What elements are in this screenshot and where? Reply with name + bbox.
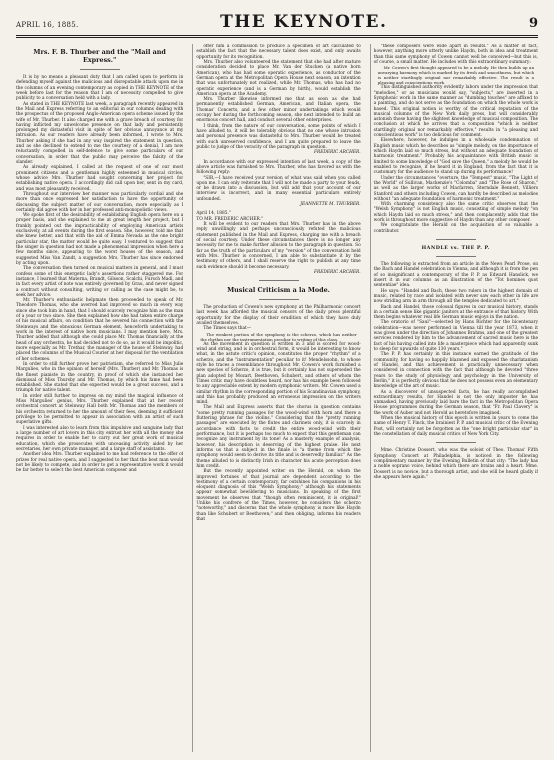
paragraph: This distinguished authority evidently labors under the impression that "melodies," or as musicians would say, "subjects," are inserted in a Symphonic work in the same manner as "dumbing touches" are affixed to a painting, and do not serve as the foundation on which the whole work is based. This original notion is worthy of the critical reputation of the musical columns of the New York daily press, but will considerably astonish those having the slightest knowledge of musical composition. The conclusion at which he arrives that a composition "which is neither startlingly original nor remarkably effective," results in "a pleasing and conscientious work" is too delicious for comment. xyxy=(373,85,539,139)
paragraph: In accordance with our expressed intention of last week, a copy of the above article was furnished to Mrs. Thurber, who has favored us with the following reply: xyxy=(196,159,361,176)
signature: FREDERIC ARCHER. xyxy=(314,150,361,156)
paragraph: We congratulate the Herald on the acquisition of so valuable a contributor. xyxy=(373,223,539,234)
header-rule-double xyxy=(16,37,538,38)
paragraph: I was interested also to learn from this impulsive and sanguine lady that a large number of art lovers in this city entrust her with all the money she requires in order to enable her to carry out her great work of musical education, which she prosecutes with unceasing activity aided by her secretaries, her own private manager, and a large staff of assistants. xyxy=(16,425,184,452)
article-heading: Mrs. F. B. Thurber and the "Mail and Express." xyxy=(33,48,166,64)
paragraph: In order to still further prove her patriotism, she referred to Miss Julie Margulies, who in the opinion of herself (Mrs. Thurber) and Mr. Thomas is the finest pianiste in the country, in proof of which she instanced her dismissal of Miss Thursby and Mr. Thomas, by which his fame had been established. She stated that she expected would be a great success, and a triumph for native talent. xyxy=(16,361,184,394)
article-heading: Musical Criticism a la Mode. xyxy=(227,286,330,295)
column-2 xyxy=(192,44,360,752)
article-divider xyxy=(436,239,476,240)
column-3 xyxy=(370,44,538,752)
text-columns xyxy=(16,44,538,752)
paragraph: With charming consistency also the same critic observes that the "Welsh Symphony" is not English music, consisting of simple melody "on which Haydn laid so much stress," and then complacently adds that the work is throughout more suggestive of Haydn than any other composer. xyxy=(373,202,539,224)
heading-divider xyxy=(259,299,299,300)
paragraph: "these composers were wide apart in results." As a matter of fact, however, anything more utterly unlike Haydn, both in idea and treatment than this same symphony of Cowen cannot well be conceived—but this is, of course, a small matter. He includes with this extraordinary summary: xyxy=(373,44,539,65)
page-number: 9 xyxy=(528,16,538,31)
article-divider xyxy=(259,280,299,281)
paragraph: The Times says that— xyxy=(203,326,252,332)
paragraph: It is by no means a pleasant duty that I am called upon to perform in defending myself against the malicious and disreputable attack upon me in the columns of an evening contemporary as copied in THE KEYNOTE of the week before last for the reason that I am of necessity compelled to give publicity to a conversation held with a lady. xyxy=(16,75,184,102)
heading-divider xyxy=(436,256,476,257)
article-heading: HANDLE vs. THE P. P. xyxy=(421,245,491,251)
paragraph: Under the circumstances "overture, the "Tempest" music, "The Light of the World" of Sullivan, Mackenzie's "Colomba" and "The Rose of Sharon," as well as the larger works of Macfarren, Sterndale Bennett, Villiers Stanford and others including Cowen, can hardly be described as melodies without "an adequate foundation of harmonic treatment." xyxy=(373,175,539,202)
paragraph: As a discoverer of unsuspected facts, he has really accomplished extraordinary results, for Handel is not the only imposter he has unmasked, having previously laid bare the fact in the Metropolitan Opera House programmes during the German season, that "Fr. Paul Clavery" is the work of Auber and not Herold as heretofore imagined. xyxy=(373,389,539,416)
letter-date: April 14, 1885." xyxy=(196,211,231,217)
paragraph: Bach and Handel, those colossal figures in our musical history, stands in a certain sense like gigantic janitors at the entrance of that history. With them begins whatever real life German music enjoys in the nation. xyxy=(373,304,539,321)
heading-divider xyxy=(80,69,120,70)
paragraph: Mrs. Thurber also volunteered the statement that she had after mature consideration decided to place Mr. Van der Stucken (a native born American), who has had some operatic experience, as conductor of the German opera at the Metropolitan Opera House next season, an intention that was unfortunately not realized, while Mr. Thomas, who has had no operatic experience (and is a German by birth), would establish the American opera at the Academy. xyxy=(196,59,361,97)
issue-date: APRIL 16, 1885. xyxy=(16,21,79,29)
masthead-title: THE KEYNOTE. xyxy=(220,12,388,32)
paragraph: When the musical history of this epoch is written in years to come the name of Henry T. Finck, the brainiest P. P. and musical critic of the Evening Post, will certainly not be forgotten as the "one bright particular star" in the constellation of daily musical critics of New York City. xyxy=(373,416,539,437)
paragraph: But the recently appointed writer on the Herald, on whom the improved fortunes of that journal are dependent according to the testimony of a certain contemporary, far outshines his companions in his eloquent diagnosis of this "Welsh Symphony;" although his statements appear somewhat bewildering to musicians. In speaking of the first movement he observes that "though often reminiscent, it is original!" Unlike his confrere of the Times, however, he considers the scherzo "noteworthy," and discerns that the whole symphony is more like Haydn than like Schubert or Beethoven;" and then obliging, informs his readers that xyxy=(196,469,361,522)
paragraph: Another idea Mrs. Thurber explained to me had reference to the offer of prizes for real native opera, and I suggested to her that the best man would not be likely to compete, and in order to get a representative work it would be far better to select the best American composer and xyxy=(16,452,184,474)
paragraph: The conversation then turned on musical matters in general, and I must confess some of this energetic lady's assertions rather staggered me. For instance, I learned that Materna, Brandt, Gilsson, Scalchi, Fursch Madi, and in fact every artist of note was entirely governed by Grau, and never signed a contract without consulting, writing or calling as the case might be, to seek her advice. xyxy=(16,266,184,298)
paragraph: As stated in THE KEYNOTE last week, a paragraph recently appeared in the Mail and Express referring to an editorial in our columns dealing with the prospectus of the proposed Anglo-American opera scheme issued by the wife of Mr. Thurber. It also charged me with a grave breach of courtesy for having inflicted my unwelcome presence on that lady and persistently prolonged my distasteful visit in spite of her obvious annoyance at my intrusion. As our readers have already been informed, I wrote to Mrs. Thurber asking if she had in any way inspired the statement in question, and as she declined to extend to me the courtesy of a denial, I am now reluctantly compelled in self-defence to give some particulars of our conversation, in order that the public may perceive the falsity of the slander. xyxy=(16,101,184,165)
paragraph: It will be evident to our readers that Mrs. Thurber has in the above reply unwillingly and perhaps unconsciously refuted the malicious statement published in the Mail and Express, charging me with a breach of social courtesy. Under these circumstances there is no longer any necessity for me to make further allusion to the paragraph in question. So far as the truth of the particulars of my "version" of the conversation held with Mrs. Thurber is concerned, I am able to substantiate it by the testimony of others, and I shall reserve the right to publish at any time such evidence should it become necessary. xyxy=(196,222,361,270)
paragraph: Mrs. Thurber likewise informed me that as soon as she had permanently established German, American, and Italian opera, the Thomas' Concerts, and a few other minor undertakings which would occupy her during the forthcoming season, she next intended to build an enormous concert hall, and conduct several other enterprises. xyxy=(196,97,361,124)
article-divider xyxy=(436,442,476,443)
paragraph: Elsewhere, however, he indulges in a wholesale condemnation of English music which he describes as "simple melody, on the importance of which Haydn laid so much stress, but without an adequate foundation of harmonic treatment." Probably his acquaintance with British music is limited to some knowledge of "God save the Queen," a melody he would be enabled to recognize, if he heard it in England, from the fact that it is customary for the audience to stand up during its performance! xyxy=(373,138,539,176)
letter-paragraph: "SIR,—I have received your version of what was said when you called upon me. I can only reiterate that I will not be made a party to your feuds, or be drawn into a discussion, but will add that your account of our interview is incorrect, and in many essential particulars entirely unfounded. xyxy=(196,175,361,202)
paragraph: In order still further to impress on my mind the magical influence of Miss Margulies' genius, Mrs. Thurber explained that at her recent orchestral concert at Steinway Hall both Mr. Thomas and the members of his orchestra returned to her the amount of their fees, deeming it sufficient privilege to be permitted to appear in association with an artist of such superlative gifts. xyxy=(16,393,184,426)
paragraph: The production of Cowen's new symphony at the Philharmonic concert last week has afforded the musical censors of the daily press plentiful opportunity for the display of their erudition of which they have duly availed themselves. xyxy=(196,305,361,327)
quotation: Mr. Cowen's first thought appeared to be a melody. He then builds up an unvarying harmony which is marked by its fresh and smoothness, but which is neither startlingly original nor remarkably effective. The result is a pleasing and conscientious work. xyxy=(377,65,535,86)
paragraph: He says: "Handel and Bach, these two rulers in the highest domain of music, related by race and isolated with never saw each other in life are now striding arm in arm through all the temples dedicated to art." xyxy=(373,288,539,305)
paragraph: Throughout our interview her manner was particularly cordial and she more than once expressed her satisfaction to have the opportunity of discussing the subject matter of our conversation, more especially as I certainly did agree with her in her professed anti-monopolistic views. xyxy=(16,191,184,213)
letter-addressee: TO MR. FREDERIC ARCHER." xyxy=(196,216,264,222)
paragraph: The following is extracted from an article in the News Pearl Prose, on the Bach and Handel celebration in Vienna, and although it is from the pen of so insignificant a contemporary of the P. P. as Edward Hanslick, we insert it in our columns as an illustration of the "Tot homines quot sententiae" idea. xyxy=(373,262,539,289)
quotation: The weakest portion of the symphony is the scherzo, which has neither the rhythm nor the instrumentation peculiar to writing of this class. xyxy=(200,331,357,342)
paragraph: The Mail and Express asserts that the chorus in question contains "some pretty running passages for the wood-wind with horn and there a fluttering phrase for the violins." Considering that the "pretty running passages" are executed by the flutes and clarinets only, it is scarcely in accordance with facts to credit the entire wood-wind with their performance, but it is perhaps too much to expect that this gentleman can recognize any instrument by its tone! As a masterly example of analysis, however, his description is deserving of the highest praise. He next informs us that a subject in the finale is "a theme from which the symphony would seem to derive its title and is deservedly familiar." As the theme alluded to is distinctly Irish in character his acute perception does him credit. xyxy=(196,405,361,469)
header-rule xyxy=(16,35,538,36)
paragraph: The P. P. has certainly in this instance earned the gratitude of the community, for having so happily blazoned and exposed the charlatanism of Handel, and this achievement is practically unnecessary when considered in connection with the fact that although he devoted "three years to the study of physiology and psychology in the University of Berlin," it is perfectly obvious that he does not possess even an elementary knowledge of the art of music. xyxy=(373,352,539,390)
paragraph: Mr. Thurber's enthusiastic helpmate then proceeded to speak of Mr. Theodore Thomas, who she averred had improved so much in every way since she took him in hand, that I should scarcely recognize him as the man of a year or two since. She then explained how she had taken entire charge of his musical affairs, on condition that he severed his connection with the Steinways and the obnoxious German element, henceforth undertaking to work in the interest of native born musicians. I may mention here, Mrs. Thurber added that although she could place Mr. Thomas financially at the head of any orchestra, he had decided not to do so, as it would be impolitic, more especially as Mr. Trethar, the manager of the house of Steinway, had placed the columns of the Musical Courier at her disposal for the ventilation of her schemes. xyxy=(16,298,184,362)
paragraph: offer him a commission to produce a specimen of art calculated to establish the fact that the necessary talent does exist, and only awaits opportunity for its recognition. xyxy=(196,44,361,60)
paragraph: As the movement in question is written in 3 and is scored for wood-wind and string, and is in orchestral form, it would be interesting to know what, in the astute critic's opinion, constitutes the proper "rhythm" of a scherzo, and the "instrumentation" peculiar to it! Mendelssohn, to whose style he traces a resemblance throughout Mr. Cowen's work furnished a new species of Scherzo, it is true, but it certainly has not superseded the plan adopted by Mozart, Beethoven, Schubert, and others of whom the Times critic may have doubtless heard, nor has his example been followed to any appreciable extent by modern symphonic writers. Mr. Cowen used a similar rhythm in the corresponding portion of his Scandinavian symphony, and this has probably produced an erroneous impression on the writers mind. xyxy=(196,341,361,406)
signature: JEANNETTE M. THURBER. xyxy=(300,202,361,208)
paragraph: Mme. Christine Dossert, who was the soloist of Theo. Thomas' Fifth Symphony Concert at Philadelphia, is noticed in the following complimentary manner by the Evening Bulletin of that city: "The lady has a noble soprano voice, behind which there are brains and a heart. Mme. Dossert is no novice, but a thorough artist, and she will be heard gladly if she appears here again." xyxy=(373,448,539,480)
paragraph: As already explained, I called at the request of one of our most prominent citizens and a gentleman highly esteemed in musical circles, whose advice Mrs. Thurber had sought concerning her project for establishing native opera. I accordingly did call upon her, sent in my card, and was most pleasantly received. xyxy=(16,165,184,192)
paragraph: I think, from the nature of our conversation, some points of which I have alluded to, it will be tolerably obvious that no one whose intrusion and personal presence was distasteful to Mrs. Thurber would be treated with such unreserved confidence, and I am quite prepared to leave the public to judge of the veracity of the paragraph in question. xyxy=(196,123,361,150)
page-header xyxy=(16,8,538,32)
paragraph: We spoke first of the desirability of establishing English opera here on a proper basis, and she explained to me at great length her project, but I frankly pointed out the impracticability of employing American artists exclusively, at all events during the first season. She, however, told me that she knew better, and that with the aid of Emma Nevada as the one bright particular star, the matter would be quite easy. I ventured to suggest that the singer in question had not made a phenomenal impression when here a few months since, appearing to the worst houses of the season, and suggested Miss Van Zandt, a suggestion Mrs. Thurber has since endorsed by acting upon. xyxy=(16,213,184,266)
paragraph: The oratorio of "Saul"—selected by Hans Richter for the bicentenary celebration—was never performed in Vienna till the year 1873, when it was given under the direction of Johannes Brahms, and one of the greatest services rendered by him to the advancement of sacred music here is the fact of his having called into life a masterpiece which had apparently sunk to sleep for upwards of quite 130 years." xyxy=(373,320,539,352)
column-1 xyxy=(16,44,183,752)
signature: FREDERIC ARCHER. xyxy=(314,269,361,275)
